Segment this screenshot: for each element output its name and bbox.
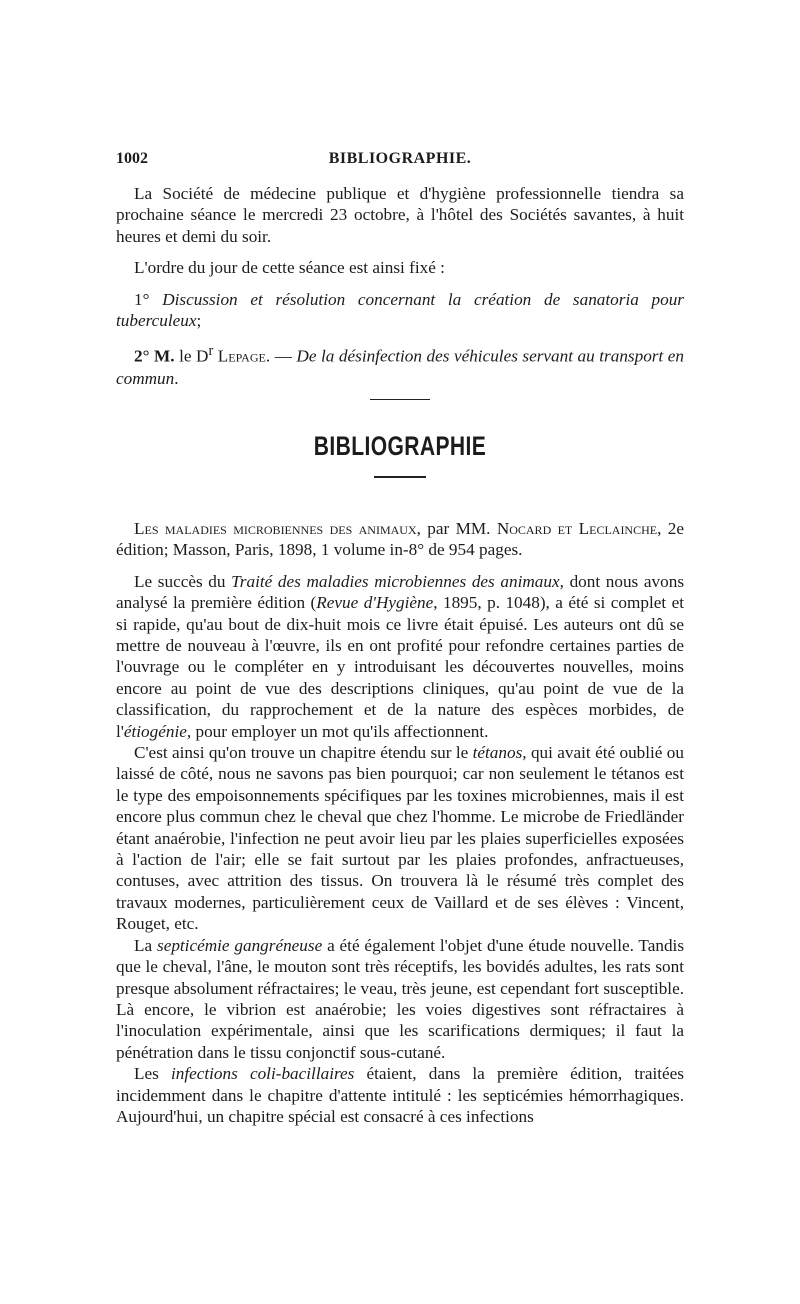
text-run: Le succès du — [134, 571, 226, 591]
running-title: BIBLIOGRAPHIE. — [328, 150, 472, 167]
text-run: étaient, dans la première édition, traitées incidemment dans le chapitre d'attente intitulé : les septicémies hémorrhagiques. Aujourd'hui, un chapitre spécial est consacré à ces infections — [116, 1064, 684, 1126]
book-authors: Nocard et Leclainche, — [496, 518, 662, 538]
cited-journal: Revue d'Hygiène — [316, 593, 434, 613]
separator-rule — [370, 399, 430, 400]
entry-by: par MM. — [427, 518, 491, 538]
agenda-item-number: 1° — [134, 289, 150, 309]
em-dash: — — [274, 347, 292, 367]
emphasized-term: septicémie gangréneuse — [157, 935, 323, 955]
emphasized-term: tétanos, — [472, 743, 527, 763]
agenda-item-2 — [116, 341, 684, 389]
agenda-item-title: Discussion et résolution concernant la création de sanatoria pour tuberculeux — [116, 289, 684, 331]
punctuation: . — [174, 368, 179, 388]
section-rule — [374, 476, 426, 478]
notice-paragraph: La Société de médecine publique et d'hygiène professionnelle tiendra sa prochaine séance le mercredi 23 octobre, à l'hôtel des Sociétés savantes, à huit heures et demi du soir. — [116, 184, 684, 246]
book-title: Les maladies microbiennes des animaux, — [134, 518, 421, 538]
agenda-item-number: 2° M. — [134, 347, 175, 367]
page-number: 1002 — [116, 150, 148, 167]
section-title: BIBLIOGRAPHIE — [313, 430, 487, 461]
text-run: dont nous avons analysé la première édition ( — [116, 571, 685, 613]
running-head — [116, 150, 684, 172]
text-run: qui avait été oublié ou laissé de côté, nous ne savons pas bien pourquoi; car non seulement le tétanos est le type des empoisonnements spécifiques par les toxines microbiennes, mais il est encore plus commun chez le cheval que chez l'homme. Le microbe de Friedländer étant anaérobie, l'infection ne peut avoir lieu par les plaies superficielles exposées à l'action de l'air; elle se fait surtout par les plaies profondes, anfractueuses, contuses, avec attrition des tissus. On trouvera là le résumé très complet des travaux modernes, particulièrement ceux de Vaillard et de ses élèves : Vincent, Rouget, etc. — [116, 743, 684, 934]
review-paragraph-2 — [116, 742, 684, 935]
page-body — [116, 183, 684, 1127]
emphasized-term: infections coli-bacillaires — [170, 1064, 355, 1084]
text-run: Les — [134, 1064, 159, 1084]
review-paragraph-3 — [116, 935, 684, 1063]
agenda-intro: L'ordre du jour de cette séance est ainsi fixé : — [134, 258, 445, 278]
speaker-prefix: le D — [179, 347, 209, 367]
agenda-item-title: De la désinfection des véhicules servant au transport en commun — [116, 347, 685, 388]
cited-title: Traité des maladies microbiennes des animaux, — [231, 571, 564, 591]
edition-details: 2e édition; Masson, Paris, 1898, 1 volume in-8° de 954 pages. — [116, 518, 684, 560]
text-run: , pour employer un mot qu'ils affectionnent. — [186, 721, 489, 741]
review-paragraph-1 — [116, 571, 684, 742]
punctuation: ; — [196, 311, 202, 331]
text-run: La — [134, 935, 153, 955]
text-run: a été également l'objet d'une étude nouvelle. Tandis que le cheval, l'âne, le mouton sont très réceptifs, les bovidés adultes, les rats sont presque absolument réfractaires; le veau, très jeune, est cependant fort susceptible. Là encore, le vibrion est anaérobie; les voies digestives sont réfractaires à l'inoculation expérimentale, ainsi que les scarifications dermiques; il faut la pénétration dans le tissu conjonctif sous-cutané. — [116, 935, 685, 1062]
agenda-item-1 — [116, 289, 684, 332]
emphasized-term: étiogénie — [123, 721, 187, 741]
speaker-superscript: r — [208, 343, 214, 360]
bibliographic-entry — [116, 518, 684, 561]
review-paragraph-4 — [116, 1063, 684, 1127]
text-run: , 1895, p. 1048), a été si complet et si rapide, qu'au bout de dix-huit mois ce livre était épuisé. Les auteurs ont dû se mettre de nouveau à l'œuvre, ils en ont profité pour refondre certaines parties de l'ouvrage ou le compléter en y introduisant les découvertes nouvelles, moins encore au point de vue des descriptions cliniques, qu'au point de vue de la classification, du rapprochement et de la nature des espèces morbides, de l' — [116, 593, 684, 741]
text-run: C'est ainsi qu'on trouve un chapitre étendu sur le — [134, 743, 469, 763]
speaker-name: Lepage. — [217, 347, 271, 367]
